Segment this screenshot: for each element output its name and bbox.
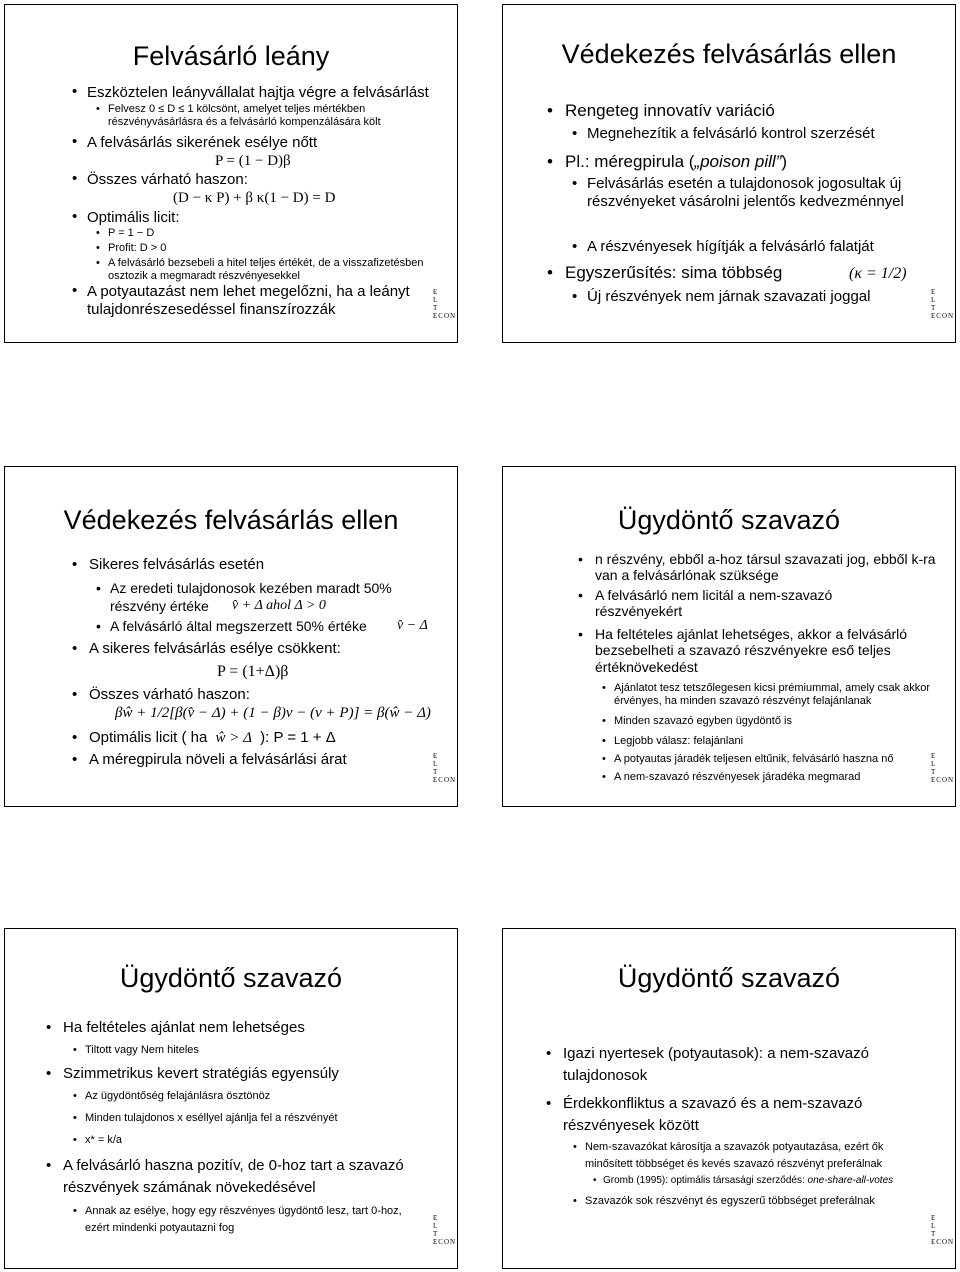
- equation: P = (1 − D)β: [215, 153, 291, 169]
- sub-bullet: • x* = k/a: [73, 1134, 122, 1146]
- sub-bullet: • Annak az esélye, hogy egy részvényes ügydöntő lesz, tart 0-hoz, ezért mindenki potyautazni fog: [73, 1205, 402, 1234]
- sub-bullet: • A felvásárló bezsebeli a hitel teljes értékét, de a visszafizetésben osztozik a megmaradt részvényesekkel: [96, 257, 424, 282]
- equation: v̂ − Δ: [397, 618, 428, 633]
- bullet: • Optimális licit:: [87, 209, 437, 227]
- sub-bullet: • Tiltott vagy Nem hiteles: [73, 1044, 199, 1056]
- sub-bullet: • Legjobb válasz: felajánlani: [602, 735, 744, 747]
- sub-bullet: • Szavazók sok részvényt és egyszerű többséget preferálnak: [573, 1195, 875, 1207]
- equation: v̂ + Δ ahol Δ > 0: [232, 598, 326, 613]
- bullet: • Szimmetrikus kevert stratégiás egyensúly: [46, 1065, 339, 1082]
- sub-sub-bullet: • Gromb (1995): optimális társasági szerződés: one-share-all-votes: [593, 1175, 894, 1186]
- bullet: • Eszköztelen leányvállalat hajtja végre a felvásárlást: [87, 84, 437, 102]
- bullet: • Egyszerűsítés: sima többség: [547, 263, 783, 282]
- bullet: • A felvásárló haszna pozitív, de 0-hoz tart a szavazó részvények számának növekedésével: [46, 1157, 404, 1196]
- slide-title: Ügydöntő szavazó: [617, 963, 841, 993]
- equation: ŵ > Δ: [215, 730, 252, 746]
- sub-bullet: • Nem-szavazókat károsítja a szavazók potyautazása, ezért ők minősített többséget és kevés szavazó részvényt preferálnak: [573, 1141, 884, 1170]
- sub-bullet: • Felvesz 0 ≤ D ≤ 1 kölcsönt, amelyet teljes mértékben részvényvásárlásra és a felvásárló kompenzálására költ: [96, 103, 381, 128]
- elte-econ-logo: E L T ECON: [433, 752, 457, 784]
- sub-bullet: • Felvásárlás esetén a tulajdonosok jogosultak új részvényeket vásárolni jelentős kedvezménnyel: [572, 175, 904, 210]
- sub-bullet: • P = 1 − D: [96, 227, 155, 239]
- slide-title: Védekezés felvásárlás ellen: [561, 39, 897, 69]
- bullet: • Érdekkonfliktus a szavazó és a nem-szavazó részvényesek között: [546, 1095, 863, 1134]
- bullet: • n részvény, ebből a-hoz társul szavazati jog, ebből k-ra van a felvásárlónak szüksége: [578, 551, 936, 584]
- bullet: • Igazi nyertesek (potyautasok): a nem-szavazó tulajdonosok: [546, 1045, 869, 1084]
- slide-title: Ügydöntő szavazó: [617, 505, 841, 535]
- elte-econ-logo: E L T ECON: [433, 1214, 457, 1246]
- sub-bullet-continuation: részvény értéke: [110, 598, 209, 614]
- bullet: • A méregpirula növeli a felvásárlási árat: [72, 751, 347, 768]
- sub-bullet: • Megnehezítik a felvásárló kontrol szerzését: [572, 125, 875, 142]
- bullet: • Ha feltételes ajánlat nem lehetséges: [46, 1019, 305, 1036]
- slide-2: [502, 4, 956, 343]
- sub-bullet: • A nem-szavazó részvényesek járadéka megmarad: [602, 771, 861, 783]
- elte-econ-logo: E L T ECON: [931, 752, 955, 784]
- bullet: • Sikeres felvásárlás esetén: [72, 556, 265, 573]
- slide-6: [502, 928, 956, 1269]
- equation: βŵ + 1/2[β(v̂ − Δ) + (1 − β)v − (v + P)] = β(ŵ − Δ): [115, 705, 431, 721]
- elte-econ-logo: E L T ECON: [931, 288, 955, 320]
- slide-title: Védekezés felvásárlás ellen: [63, 505, 399, 535]
- slide-title: Ügydöntő szavazó: [119, 963, 343, 993]
- slide-5: [4, 928, 458, 1269]
- elte-econ-logo: E L T ECON: [931, 1214, 955, 1246]
- equation: (D − κ P) + β κ(1 − D) = D: [173, 190, 336, 206]
- bullet: • Rengeteg innovatív variáció: [547, 101, 775, 120]
- sub-bullet: • Az ügydöntőség felajánlásra ösztönöz: [73, 1090, 271, 1102]
- bullet: • Optimális licit ( ha ŵ > Δ ): P = 1 + Δ: [72, 729, 336, 746]
- slide-4: [502, 466, 956, 807]
- bullet: • Pl.: méregpirula („poison pill”): [547, 152, 788, 171]
- sub-bullet: • Minden szavazó egyben ügydöntő is: [602, 715, 792, 727]
- bullet: • Ha feltételes ajánlat lehetséges, akkor a felvásárló bezsebelheti a szavazó részvényekre eső teljes értéknövekedést: [578, 626, 908, 675]
- elte-econ-logo: E L T ECON: [433, 288, 457, 320]
- bullet: • A felvásárlás sikerének esélye nőtt: [87, 134, 437, 152]
- equation: P = (1+Δ)β: [217, 663, 289, 680]
- sub-bullet: • Az eredeti tulajdonosok kezében maradt 50%: [96, 580, 392, 596]
- bullet: • Összes várható haszon:: [72, 686, 250, 703]
- bullet: • A potyautazást nem lehet megelőzni, ha a leányt tulajdonrészesedéssel finanszírozzák: [87, 283, 422, 318]
- sub-bullet: • A felvásárló által megszerzett 50% értéke: [96, 618, 367, 634]
- sub-bullet: • A részvényesek hígítják a felvásárló falatját: [572, 238, 874, 255]
- sub-bullet: • A potyautas járadék teljesen eltűnik, felvásárló haszna nő: [602, 753, 894, 765]
- slide-1: [4, 4, 458, 343]
- bullet: • A felvásárló nem licitál a nem-szavazó részvényekért: [578, 587, 833, 620]
- slide-title: Felvásárló leány: [132, 41, 330, 71]
- sub-bullet: • Új részvények nem járnak szavazati joggal: [572, 288, 871, 305]
- sub-bullet: • Minden tulajdonos x eséllyel ajánlja fel a részvényét: [73, 1112, 338, 1124]
- sub-bullet: • Profit: D > 0: [96, 242, 167, 254]
- sub-bullet: • Ajánlatot tesz tetszőlegesen kicsi prémiummal, amely csak akkor érvényes, ha minden szavazó részvényt felajánlanak: [602, 682, 931, 707]
- bullet: • A sikeres felvásárlás esélye csökkent:: [72, 640, 341, 657]
- bullet: • Összes várható haszon:: [87, 171, 437, 189]
- slide-3: [4, 466, 458, 807]
- equation: (κ = 1/2): [849, 265, 907, 282]
